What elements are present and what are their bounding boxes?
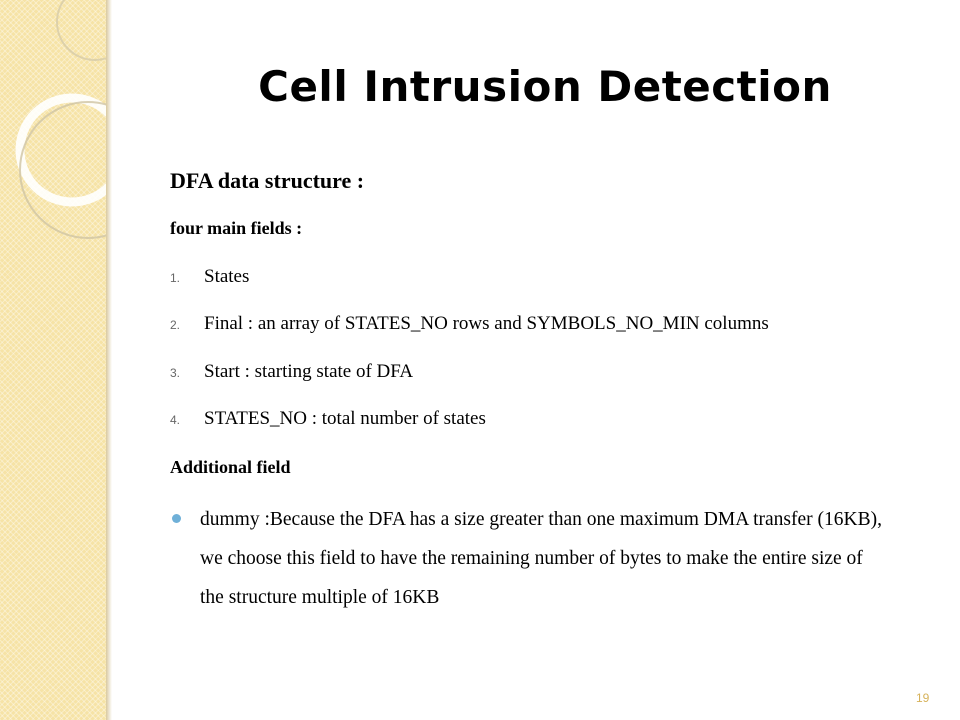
band-edge-shadow (106, 0, 112, 720)
list-item (170, 361, 413, 383)
page-number: 19 (916, 691, 930, 705)
slide-title: Cell Intrusion Detection (258, 62, 832, 111)
additional-field-label: Additional field (170, 457, 291, 477)
bullet-icon (172, 514, 181, 523)
bullet-text: dummy :Because the DFA has a size greater than one maximum DMA transfer (16KB), we choose this field to have the remaining number of bytes to make the entire size of the structure multiple of 16KB (200, 509, 882, 608)
list-item-text: STATES_NO : total number of states (204, 408, 486, 429)
bullet-item (170, 500, 890, 617)
list-number: 4. (170, 413, 181, 427)
list-item-text: Final : an array of STATES_NO rows and SYMBOLS_NO_MIN columns (204, 313, 769, 334)
section-heading: DFA data structure : (170, 168, 365, 193)
list-item (170, 408, 486, 430)
list-item-text: States (204, 266, 250, 287)
fields-label: four main fields : (170, 218, 303, 238)
list-number: 1. (170, 271, 181, 285)
list-item (170, 266, 249, 288)
list-number: 2. (170, 318, 181, 332)
list-item-text: Start : starting state of DFA (204, 361, 414, 382)
list-number: 3. (170, 366, 181, 380)
decorative-circles (0, 0, 106, 720)
list-item (170, 313, 769, 335)
decorative-side-band (0, 0, 106, 720)
